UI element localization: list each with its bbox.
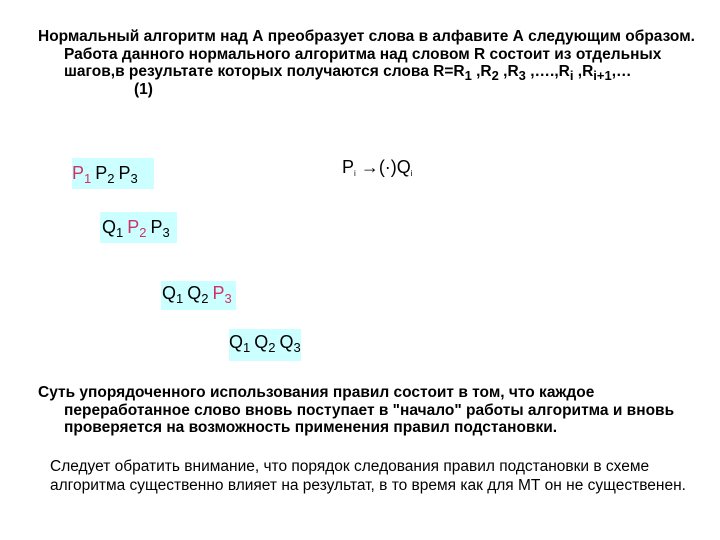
step-2-sub-2: 2: [139, 225, 147, 240]
intro-text-2: ,R: [471, 63, 492, 80]
step-3-sub-1: 1: [176, 291, 184, 306]
step-2-symbol-2: P: [127, 217, 140, 237]
intro-sub-2: 2: [491, 68, 499, 83]
intro-sub-i: i: [569, 68, 574, 83]
rule-right-subscript: i: [410, 169, 413, 178]
step-1-word: [72, 158, 154, 189]
step-3-word: [161, 281, 236, 310]
intro-text-4: ,….,R: [525, 63, 570, 80]
intro-text: Нормальный алгоритм над А преобразует слова в алфавите А следующим образом. Работа данного нормального алгоритма над словом R состоит из отдельных шагов,в результате которых получаются слова R=R: [38, 28, 695, 80]
intro-text-3: ,R: [498, 63, 519, 80]
step-3-sub-2: 2: [201, 291, 209, 306]
step-4-sub-2: 2: [268, 340, 276, 355]
step-4-word: [229, 329, 301, 361]
essence-paragraph: Суть упорядоченного использования правил состоит в том, что каждое переработанное слово вновь поступает в "начало" работы алгоритма и вновь проверяется на возможность применения правил подстановки.: [38, 384, 675, 436]
rule-left-symbol: P: [342, 157, 355, 177]
step-1-symbol-2: P: [95, 163, 108, 183]
step-2-symbol-1: Q: [102, 217, 117, 237]
step-3-sub-3: 3: [224, 291, 232, 306]
rule-right-symbol: (·)Q: [378, 157, 411, 177]
step-4-sub-1: 1: [243, 340, 251, 355]
step-3-symbol-3: P: [212, 283, 225, 303]
intro-text-6: ,…: [611, 63, 632, 80]
rule-left-subscript: i: [354, 169, 356, 178]
right-arrow-icon: →: [360, 157, 379, 177]
step-4-sub-3: 3: [293, 340, 301, 355]
step-4-symbol-2: Q: [254, 332, 269, 352]
step-2-sub-1: 1: [116, 225, 124, 240]
step-2-sub-3: 3: [162, 225, 170, 240]
intro-sub-3: 3: [518, 68, 526, 83]
step-4-symbol-3: Q: [279, 332, 294, 352]
step-2-symbol-3: P: [150, 217, 163, 237]
step-1-sub-2: 2: [107, 171, 115, 186]
step-1-symbol-1: P: [72, 163, 85, 183]
step-3-symbol-1: Q: [162, 283, 177, 303]
intro-text-5: ,R: [573, 63, 594, 80]
step-2-word: [100, 212, 177, 243]
step-1-sub-3: 3: [130, 171, 138, 186]
note-paragraph: Следует обратить внимание, что порядок следования правил подстановки в схеме алгоритма существенно влияет на результат, в то время как для МТ он не существенен.: [50, 458, 686, 494]
step-3-symbol-2: Q: [187, 283, 202, 303]
intro-sub-1: 1: [464, 68, 472, 83]
substitution-rule: [342, 156, 413, 178]
equation-number: (1): [134, 80, 153, 98]
step-4-symbol-1: Q: [229, 332, 244, 352]
intro-paragraph: [38, 28, 714, 98]
step-1-sub-1: 1: [84, 171, 92, 186]
intro-sub-i-plus-1: i+1: [593, 68, 612, 83]
step-1-symbol-3: P: [118, 163, 131, 183]
